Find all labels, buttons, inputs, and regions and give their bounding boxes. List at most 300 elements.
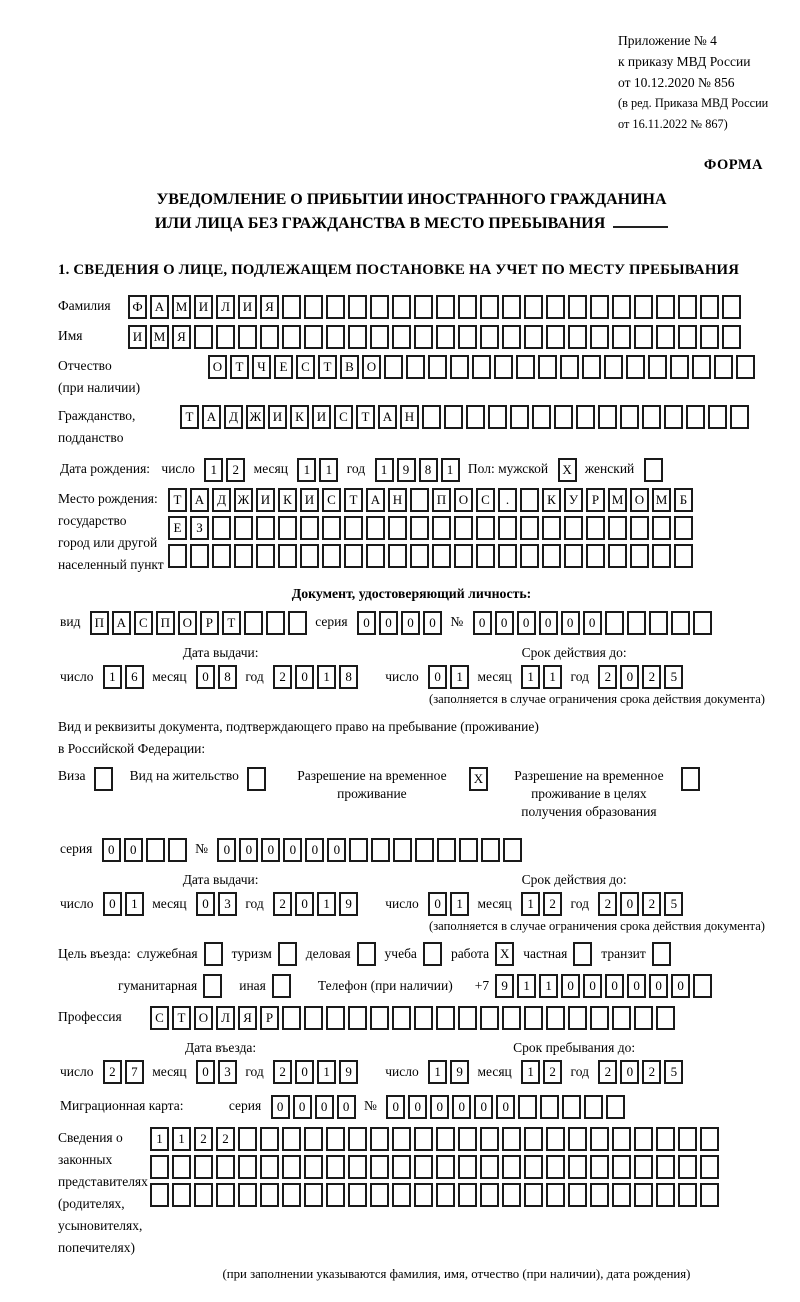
char-cell[interactable]: 2	[103, 1060, 122, 1084]
char-cell[interactable]: М	[172, 295, 191, 319]
char-cell[interactable]	[238, 325, 257, 349]
char-cell[interactable]: И	[300, 488, 319, 512]
char-cell[interactable]	[326, 295, 345, 319]
char-cell[interactable]	[238, 1155, 257, 1179]
char-cell[interactable]	[326, 1155, 345, 1179]
char-cell[interactable]	[582, 355, 601, 379]
char-cell[interactable]	[194, 1183, 213, 1207]
char-cell[interactable]	[326, 1127, 345, 1151]
char-cell[interactable]: 0	[423, 611, 442, 635]
char-cell[interactable]	[670, 355, 689, 379]
char-cell[interactable]	[282, 1183, 301, 1207]
char-cell[interactable]	[168, 544, 187, 568]
char-cell[interactable]	[304, 295, 323, 319]
char-cell[interactable]	[644, 458, 663, 482]
char-cell[interactable]	[436, 1127, 455, 1151]
char-cell[interactable]	[349, 838, 368, 862]
char-cell[interactable]	[730, 405, 749, 429]
char-cell[interactable]: 8	[218, 665, 237, 689]
char-cell[interactable]: X	[558, 458, 577, 482]
char-cell[interactable]: 1	[317, 1060, 336, 1084]
char-cell[interactable]: 0	[103, 892, 122, 916]
char-cell[interactable]	[656, 325, 675, 349]
char-cell[interactable]	[678, 1127, 697, 1151]
char-cell[interactable]	[686, 405, 705, 429]
char-cell[interactable]	[546, 1127, 565, 1151]
char-cell[interactable]	[590, 1006, 609, 1030]
char-cell[interactable]	[649, 611, 668, 635]
char-cell[interactable]	[516, 355, 535, 379]
char-cell[interactable]: 0	[217, 838, 236, 862]
char-cell[interactable]	[348, 325, 367, 349]
char-cell[interactable]	[648, 355, 667, 379]
char-cell[interactable]: 9	[450, 1060, 469, 1084]
char-cell[interactable]	[608, 516, 627, 540]
char-cell[interactable]	[634, 1183, 653, 1207]
char-cell[interactable]	[304, 1155, 323, 1179]
char-cell[interactable]	[216, 1155, 235, 1179]
char-cell[interactable]: О	[454, 488, 473, 512]
char-cell[interactable]: 7	[125, 1060, 144, 1084]
char-cell[interactable]	[546, 1155, 565, 1179]
char-cell[interactable]: 0	[401, 611, 420, 635]
char-cell[interactable]	[244, 611, 263, 635]
char-cell[interactable]: 0	[293, 1095, 312, 1119]
char-cell[interactable]: 9	[339, 1060, 358, 1084]
char-cell[interactable]	[428, 355, 447, 379]
char-cell[interactable]	[278, 544, 297, 568]
char-cell[interactable]: 2	[216, 1127, 235, 1151]
char-cell[interactable]	[630, 544, 649, 568]
char-cell[interactable]: О	[208, 355, 227, 379]
char-cell[interactable]	[260, 1183, 279, 1207]
char-cell[interactable]: Л	[216, 295, 235, 319]
char-cell[interactable]	[612, 1127, 631, 1151]
char-cell[interactable]	[524, 1155, 543, 1179]
char-cell[interactable]: 0	[583, 974, 602, 998]
char-cell[interactable]	[693, 974, 712, 998]
char-cell[interactable]	[700, 1127, 719, 1151]
char-cell[interactable]	[722, 325, 741, 349]
char-cell[interactable]: 1	[521, 665, 540, 689]
char-cell[interactable]: 5	[664, 665, 683, 689]
char-cell[interactable]: З	[190, 516, 209, 540]
char-cell[interactable]: 1	[204, 458, 223, 482]
char-cell[interactable]	[204, 942, 223, 966]
char-cell[interactable]	[480, 1183, 499, 1207]
char-cell[interactable]: Ф	[128, 295, 147, 319]
char-cell[interactable]: 0	[474, 1095, 493, 1119]
char-cell[interactable]: Т	[230, 355, 249, 379]
char-cell[interactable]: 0	[671, 974, 690, 998]
char-cell[interactable]	[388, 544, 407, 568]
char-cell[interactable]	[700, 325, 719, 349]
char-cell[interactable]	[282, 1127, 301, 1151]
char-cell[interactable]	[282, 295, 301, 319]
char-cell[interactable]	[678, 1183, 697, 1207]
char-cell[interactable]	[282, 1006, 301, 1030]
char-cell[interactable]: Е	[274, 355, 293, 379]
char-cell[interactable]: 0	[327, 838, 346, 862]
char-cell[interactable]	[472, 355, 491, 379]
char-cell[interactable]	[212, 544, 231, 568]
char-cell[interactable]: 3	[218, 892, 237, 916]
char-cell[interactable]	[393, 838, 412, 862]
char-cell[interactable]	[590, 1127, 609, 1151]
char-cell[interactable]	[608, 544, 627, 568]
char-cell[interactable]	[510, 405, 529, 429]
char-cell[interactable]	[432, 544, 451, 568]
char-cell[interactable]	[634, 1127, 653, 1151]
char-cell[interactable]	[560, 355, 579, 379]
char-cell[interactable]	[568, 1006, 587, 1030]
char-cell[interactable]	[590, 325, 609, 349]
char-cell[interactable]	[503, 838, 522, 862]
char-cell[interactable]	[422, 405, 441, 429]
char-cell[interactable]	[466, 405, 485, 429]
char-cell[interactable]	[454, 516, 473, 540]
char-cell[interactable]	[652, 516, 671, 540]
char-cell[interactable]: 0	[283, 838, 302, 862]
char-cell[interactable]	[288, 611, 307, 635]
char-cell[interactable]: К	[290, 405, 309, 429]
char-cell[interactable]	[458, 325, 477, 349]
char-cell[interactable]	[502, 1006, 521, 1030]
char-cell[interactable]	[370, 1183, 389, 1207]
char-cell[interactable]: 2	[194, 1127, 213, 1151]
char-cell[interactable]: 5	[664, 1060, 683, 1084]
char-cell[interactable]	[693, 611, 712, 635]
char-cell[interactable]	[406, 355, 425, 379]
char-cell[interactable]	[168, 838, 187, 862]
char-cell[interactable]	[260, 325, 279, 349]
char-cell[interactable]	[568, 1127, 587, 1151]
char-cell[interactable]: Т	[168, 488, 187, 512]
char-cell[interactable]	[216, 325, 235, 349]
char-cell[interactable]	[480, 325, 499, 349]
char-cell[interactable]: 2	[273, 1060, 292, 1084]
char-cell[interactable]: X	[469, 767, 488, 791]
char-cell[interactable]	[384, 355, 403, 379]
char-cell[interactable]: 0	[337, 1095, 356, 1119]
char-cell[interactable]: 9	[397, 458, 416, 482]
char-cell[interactable]: А	[378, 405, 397, 429]
char-cell[interactable]: 0	[379, 611, 398, 635]
char-cell[interactable]	[436, 1006, 455, 1030]
char-cell[interactable]: 0	[583, 611, 602, 635]
char-cell[interactable]	[714, 355, 733, 379]
char-cell[interactable]	[480, 1155, 499, 1179]
char-cell[interactable]	[542, 544, 561, 568]
char-cell[interactable]	[444, 405, 463, 429]
char-cell[interactable]	[450, 355, 469, 379]
char-cell[interactable]	[432, 516, 451, 540]
char-cell[interactable]: 0	[428, 665, 447, 689]
char-cell[interactable]: Т	[318, 355, 337, 379]
char-cell[interactable]: 0	[561, 611, 580, 635]
char-cell[interactable]	[266, 611, 285, 635]
char-cell[interactable]	[366, 516, 385, 540]
char-cell[interactable]: 1	[172, 1127, 191, 1151]
char-cell[interactable]: 1	[450, 665, 469, 689]
char-cell[interactable]	[415, 838, 434, 862]
char-cell[interactable]	[674, 516, 693, 540]
char-cell[interactable]	[564, 544, 583, 568]
char-cell[interactable]	[520, 544, 539, 568]
char-cell[interactable]	[410, 544, 429, 568]
char-cell[interactable]	[494, 355, 513, 379]
char-cell[interactable]	[606, 1095, 625, 1119]
char-cell[interactable]: О	[178, 611, 197, 635]
char-cell[interactable]: 9	[495, 974, 514, 998]
char-cell[interactable]	[700, 1183, 719, 1207]
char-cell[interactable]: А	[112, 611, 131, 635]
char-cell[interactable]	[348, 1183, 367, 1207]
char-cell[interactable]	[634, 1155, 653, 1179]
char-cell[interactable]: 8	[339, 665, 358, 689]
char-cell[interactable]	[476, 544, 495, 568]
char-cell[interactable]	[388, 516, 407, 540]
char-cell[interactable]: 0	[430, 1095, 449, 1119]
char-cell[interactable]: И	[256, 488, 275, 512]
char-cell[interactable]	[546, 1183, 565, 1207]
char-cell[interactable]: С	[476, 488, 495, 512]
char-cell[interactable]: Р	[200, 611, 219, 635]
char-cell[interactable]: 0	[271, 1095, 290, 1119]
char-cell[interactable]: 0	[295, 892, 314, 916]
char-cell[interactable]: И	[312, 405, 331, 429]
char-cell[interactable]	[150, 1155, 169, 1179]
char-cell[interactable]	[620, 405, 639, 429]
char-cell[interactable]	[546, 1006, 565, 1030]
char-cell[interactable]	[542, 516, 561, 540]
char-cell[interactable]: 2	[543, 892, 562, 916]
char-cell[interactable]: А	[202, 405, 221, 429]
char-cell[interactable]	[604, 355, 623, 379]
char-cell[interactable]	[212, 516, 231, 540]
char-cell[interactable]: 0	[196, 892, 215, 916]
char-cell[interactable]: 0	[196, 665, 215, 689]
char-cell[interactable]	[410, 516, 429, 540]
char-cell[interactable]: .	[498, 488, 517, 512]
char-cell[interactable]	[476, 516, 495, 540]
char-cell[interactable]: 1	[521, 892, 540, 916]
char-cell[interactable]: 0	[261, 838, 280, 862]
char-cell[interactable]: С	[150, 1006, 169, 1030]
char-cell[interactable]	[678, 1155, 697, 1179]
char-cell[interactable]	[392, 325, 411, 349]
char-cell[interactable]	[612, 1183, 631, 1207]
char-cell[interactable]: 0	[496, 1095, 515, 1119]
char-cell[interactable]	[304, 1183, 323, 1207]
char-cell[interactable]: 0	[561, 974, 580, 998]
char-cell[interactable]: 1	[450, 892, 469, 916]
char-cell[interactable]: 0	[620, 892, 639, 916]
char-cell[interactable]: Р	[260, 1006, 279, 1030]
char-cell[interactable]: 0	[408, 1095, 427, 1119]
char-cell[interactable]	[194, 1155, 213, 1179]
char-cell[interactable]	[524, 325, 543, 349]
char-cell[interactable]	[278, 942, 297, 966]
char-cell[interactable]	[612, 325, 631, 349]
char-cell[interactable]: 1	[375, 458, 394, 482]
char-cell[interactable]: Л	[216, 1006, 235, 1030]
char-cell[interactable]	[502, 295, 521, 319]
char-cell[interactable]: 8	[419, 458, 438, 482]
char-cell[interactable]	[634, 325, 653, 349]
char-cell[interactable]	[348, 1127, 367, 1151]
char-cell[interactable]	[410, 488, 429, 512]
char-cell[interactable]	[238, 1183, 257, 1207]
char-cell[interactable]	[540, 1095, 559, 1119]
char-cell[interactable]: М	[608, 488, 627, 512]
char-cell[interactable]: 0	[473, 611, 492, 635]
char-cell[interactable]	[634, 295, 653, 319]
char-cell[interactable]: 0	[295, 665, 314, 689]
char-cell[interactable]	[568, 1155, 587, 1179]
char-cell[interactable]: Д	[224, 405, 243, 429]
char-cell[interactable]	[256, 544, 275, 568]
char-cell[interactable]	[520, 488, 539, 512]
char-cell[interactable]: 0	[649, 974, 668, 998]
char-cell[interactable]	[584, 1095, 603, 1119]
char-cell[interactable]	[656, 1006, 675, 1030]
char-cell[interactable]	[344, 516, 363, 540]
char-cell[interactable]	[568, 295, 587, 319]
char-cell[interactable]	[392, 295, 411, 319]
char-cell[interactable]	[458, 1183, 477, 1207]
char-cell[interactable]: X	[495, 942, 514, 966]
char-cell[interactable]: 0	[295, 1060, 314, 1084]
char-cell[interactable]: 2	[642, 1060, 661, 1084]
char-cell[interactable]: 1	[317, 665, 336, 689]
char-cell[interactable]	[488, 405, 507, 429]
char-cell[interactable]	[203, 974, 222, 998]
char-cell[interactable]	[436, 1183, 455, 1207]
char-cell[interactable]: 0	[620, 665, 639, 689]
char-cell[interactable]: Т	[172, 1006, 191, 1030]
char-cell[interactable]	[370, 1155, 389, 1179]
char-cell[interactable]: 0	[428, 892, 447, 916]
char-cell[interactable]	[370, 1127, 389, 1151]
char-cell[interactable]	[436, 325, 455, 349]
char-cell[interactable]	[414, 1006, 433, 1030]
char-cell[interactable]	[436, 1155, 455, 1179]
char-cell[interactable]: 0	[452, 1095, 471, 1119]
char-cell[interactable]: 1	[103, 665, 122, 689]
char-cell[interactable]: А	[366, 488, 385, 512]
char-cell[interactable]: Ж	[234, 488, 253, 512]
char-cell[interactable]	[322, 516, 341, 540]
char-cell[interactable]: 1	[319, 458, 338, 482]
char-cell[interactable]: М	[652, 488, 671, 512]
char-cell[interactable]: 9	[339, 892, 358, 916]
char-cell[interactable]: 0	[605, 974, 624, 998]
char-cell[interactable]: 1	[428, 1060, 447, 1084]
char-cell[interactable]: Я	[172, 325, 191, 349]
char-cell[interactable]	[282, 325, 301, 349]
char-cell[interactable]	[348, 295, 367, 319]
char-cell[interactable]: 3	[218, 1060, 237, 1084]
char-cell[interactable]	[612, 295, 631, 319]
char-cell[interactable]	[357, 942, 376, 966]
char-cell[interactable]: О	[194, 1006, 213, 1030]
char-cell[interactable]	[656, 1183, 675, 1207]
char-cell[interactable]	[546, 325, 565, 349]
char-cell[interactable]: 1	[521, 1060, 540, 1084]
char-cell[interactable]	[392, 1155, 411, 1179]
char-cell[interactable]	[736, 355, 755, 379]
char-cell[interactable]: П	[156, 611, 175, 635]
char-cell[interactable]: И	[238, 295, 257, 319]
char-cell[interactable]: 1	[125, 892, 144, 916]
char-cell[interactable]	[656, 1127, 675, 1151]
char-cell[interactable]	[605, 611, 624, 635]
char-cell[interactable]: 2	[642, 665, 661, 689]
char-cell[interactable]	[392, 1183, 411, 1207]
char-cell[interactable]	[524, 1183, 543, 1207]
char-cell[interactable]	[344, 544, 363, 568]
char-cell[interactable]	[656, 1155, 675, 1179]
char-cell[interactable]	[681, 767, 700, 791]
char-cell[interactable]	[502, 1155, 521, 1179]
char-cell[interactable]: Р	[586, 488, 605, 512]
char-cell[interactable]	[568, 325, 587, 349]
char-cell[interactable]	[524, 1006, 543, 1030]
char-cell[interactable]	[546, 295, 565, 319]
char-cell[interactable]	[518, 1095, 537, 1119]
char-cell[interactable]	[436, 295, 455, 319]
char-cell[interactable]	[498, 516, 517, 540]
char-cell[interactable]: А	[150, 295, 169, 319]
char-cell[interactable]	[348, 1155, 367, 1179]
char-cell[interactable]	[502, 325, 521, 349]
char-cell[interactable]: Т	[222, 611, 241, 635]
char-cell[interactable]	[423, 942, 442, 966]
char-cell[interactable]	[414, 325, 433, 349]
char-cell[interactable]	[708, 405, 727, 429]
char-cell[interactable]	[458, 1006, 477, 1030]
char-cell[interactable]	[414, 295, 433, 319]
char-cell[interactable]: Е	[168, 516, 187, 540]
char-cell[interactable]	[458, 1155, 477, 1179]
char-cell[interactable]	[348, 1006, 367, 1030]
char-cell[interactable]: И	[128, 325, 147, 349]
char-cell[interactable]: К	[542, 488, 561, 512]
char-cell[interactable]: 0	[239, 838, 258, 862]
char-cell[interactable]	[150, 1183, 169, 1207]
char-cell[interactable]	[480, 1127, 499, 1151]
char-cell[interactable]	[502, 1183, 521, 1207]
char-cell[interactable]: 2	[598, 665, 617, 689]
char-cell[interactable]	[326, 325, 345, 349]
char-cell[interactable]	[234, 544, 253, 568]
char-cell[interactable]	[304, 325, 323, 349]
char-cell[interactable]	[573, 942, 592, 966]
char-cell[interactable]	[146, 838, 165, 862]
char-cell[interactable]	[260, 1155, 279, 1179]
char-cell[interactable]	[458, 295, 477, 319]
char-cell[interactable]: С	[134, 611, 153, 635]
char-cell[interactable]: 0	[196, 1060, 215, 1084]
char-cell[interactable]: В	[340, 355, 359, 379]
char-cell[interactable]: П	[90, 611, 109, 635]
char-cell[interactable]	[700, 295, 719, 319]
char-cell[interactable]	[502, 1127, 521, 1151]
char-cell[interactable]: Б	[674, 488, 693, 512]
char-cell[interactable]	[692, 355, 711, 379]
char-cell[interactable]	[392, 1006, 411, 1030]
